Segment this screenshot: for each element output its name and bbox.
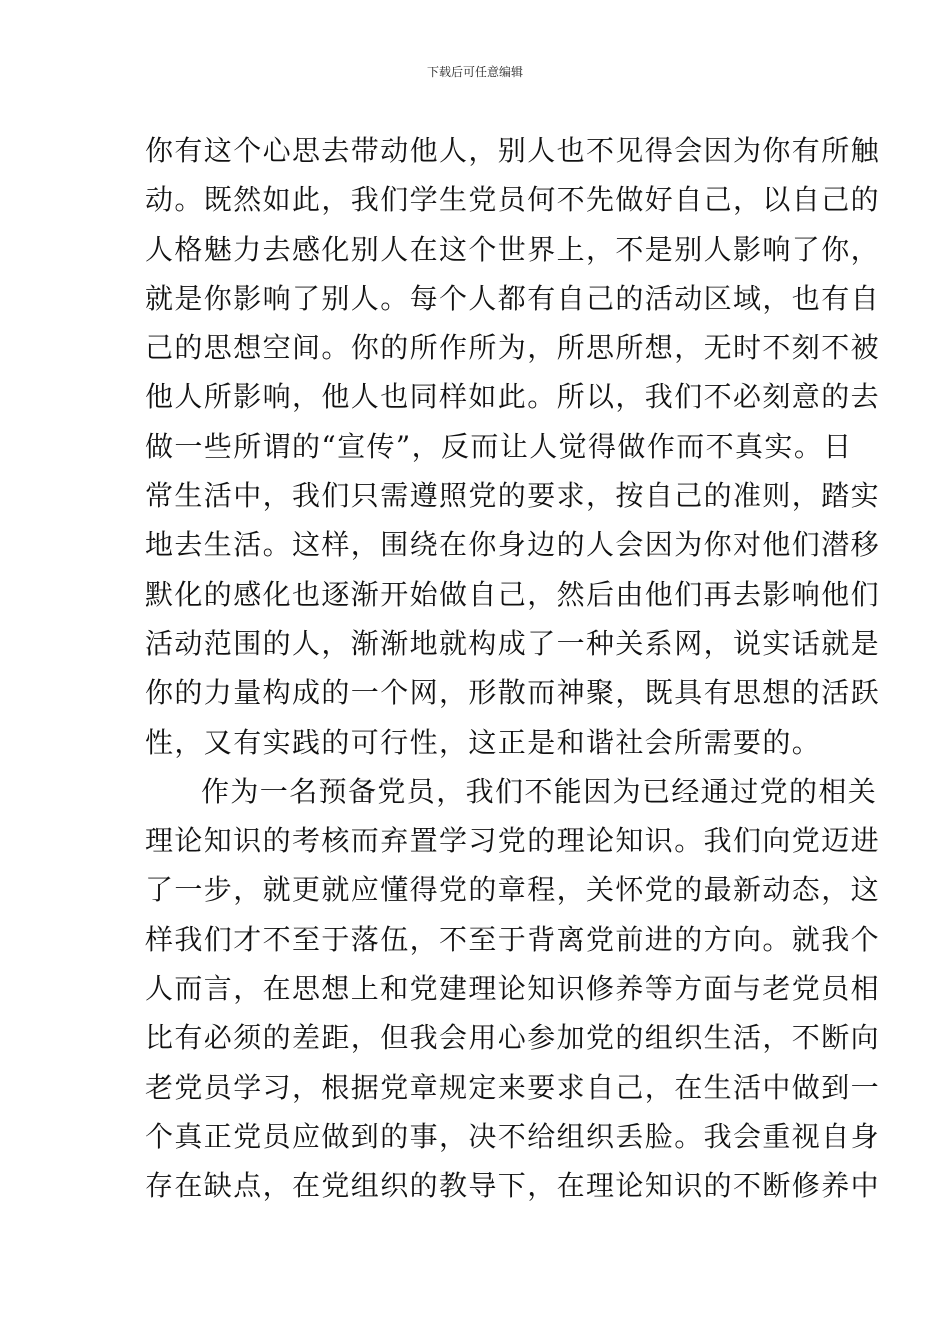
text-line: 人格魅力去感化别人在这个世界上，不是别人影响了你，	[145, 232, 881, 266]
text-line: 性，又有实践的可行性，这正是和谐社会所需要的。	[145, 725, 822, 759]
text-line: 你有这个心思去带动他人，别人也不见得会因为你有所触	[145, 134, 881, 167]
text-line: 常生活中，我们只需遵照党的要求，按自己的准则，踏实	[145, 479, 881, 513]
text-line: 个真正党员应做到的事，决不给组织丢脸。我会重视自身	[145, 1119, 881, 1153]
text-line: 老党员学习，根据党章规定来要求自己，在生活中做到一	[145, 1070, 881, 1104]
text-line: 地去生活。这样，围绕在你身边的人会因为你对他们潜移	[145, 528, 881, 562]
text-line: 样我们才不至于落伍，不至于背离党前进的方向。就我个	[145, 922, 881, 956]
text-line: 动。既然如此，我们学生党员何不先做好自己，以自己的	[145, 183, 881, 217]
text-line: 活动范围的人，渐渐地就构成了一种关系网，说实话就是	[145, 626, 881, 660]
text-line: 了一步，就更就应懂得党的章程，关怀党的最新动态，这	[145, 873, 881, 907]
text-line: 人而言，在思想上和党建理论知识修养等方面与老党员相	[145, 972, 881, 1006]
text-line: 理论知识的考核而弃置学习党的理论知识。我们向党迈进	[145, 824, 881, 858]
text-line: 他人所影响，他人也同样如此。所以，我们不必刻意的去	[145, 380, 881, 414]
text-line: 比有必须的差距，但我会用心参加党的组织生活，不断向	[145, 1021, 881, 1055]
text-line: 你的力量构成的一个网，形散而神聚，既具有思想的活跃	[145, 676, 881, 710]
text-line: 就是你影响了别人。每个人都有自己的活动区域，也有自	[145, 281, 881, 315]
text-line: 作为一名预备党员，我们不能因为已经通过党的相关	[201, 774, 878, 808]
body-text	[145, 126, 881, 1211]
text-line: 做一些所谓的“宣传”，反而让人觉得做作而不真实。日	[145, 429, 853, 463]
text-line: 己的思想空间。你的所作所为，所思所想，无时不刻不被	[145, 331, 881, 365]
page-header: 下载后可任意编辑	[426, 65, 523, 79]
text-line: 默化的感化也逐渐开始做自己，然后由他们再去影响他们	[145, 577, 881, 611]
text-line: 存在缺点，在党组织的教导下，在理论知识的不断修养中	[145, 1169, 881, 1203]
